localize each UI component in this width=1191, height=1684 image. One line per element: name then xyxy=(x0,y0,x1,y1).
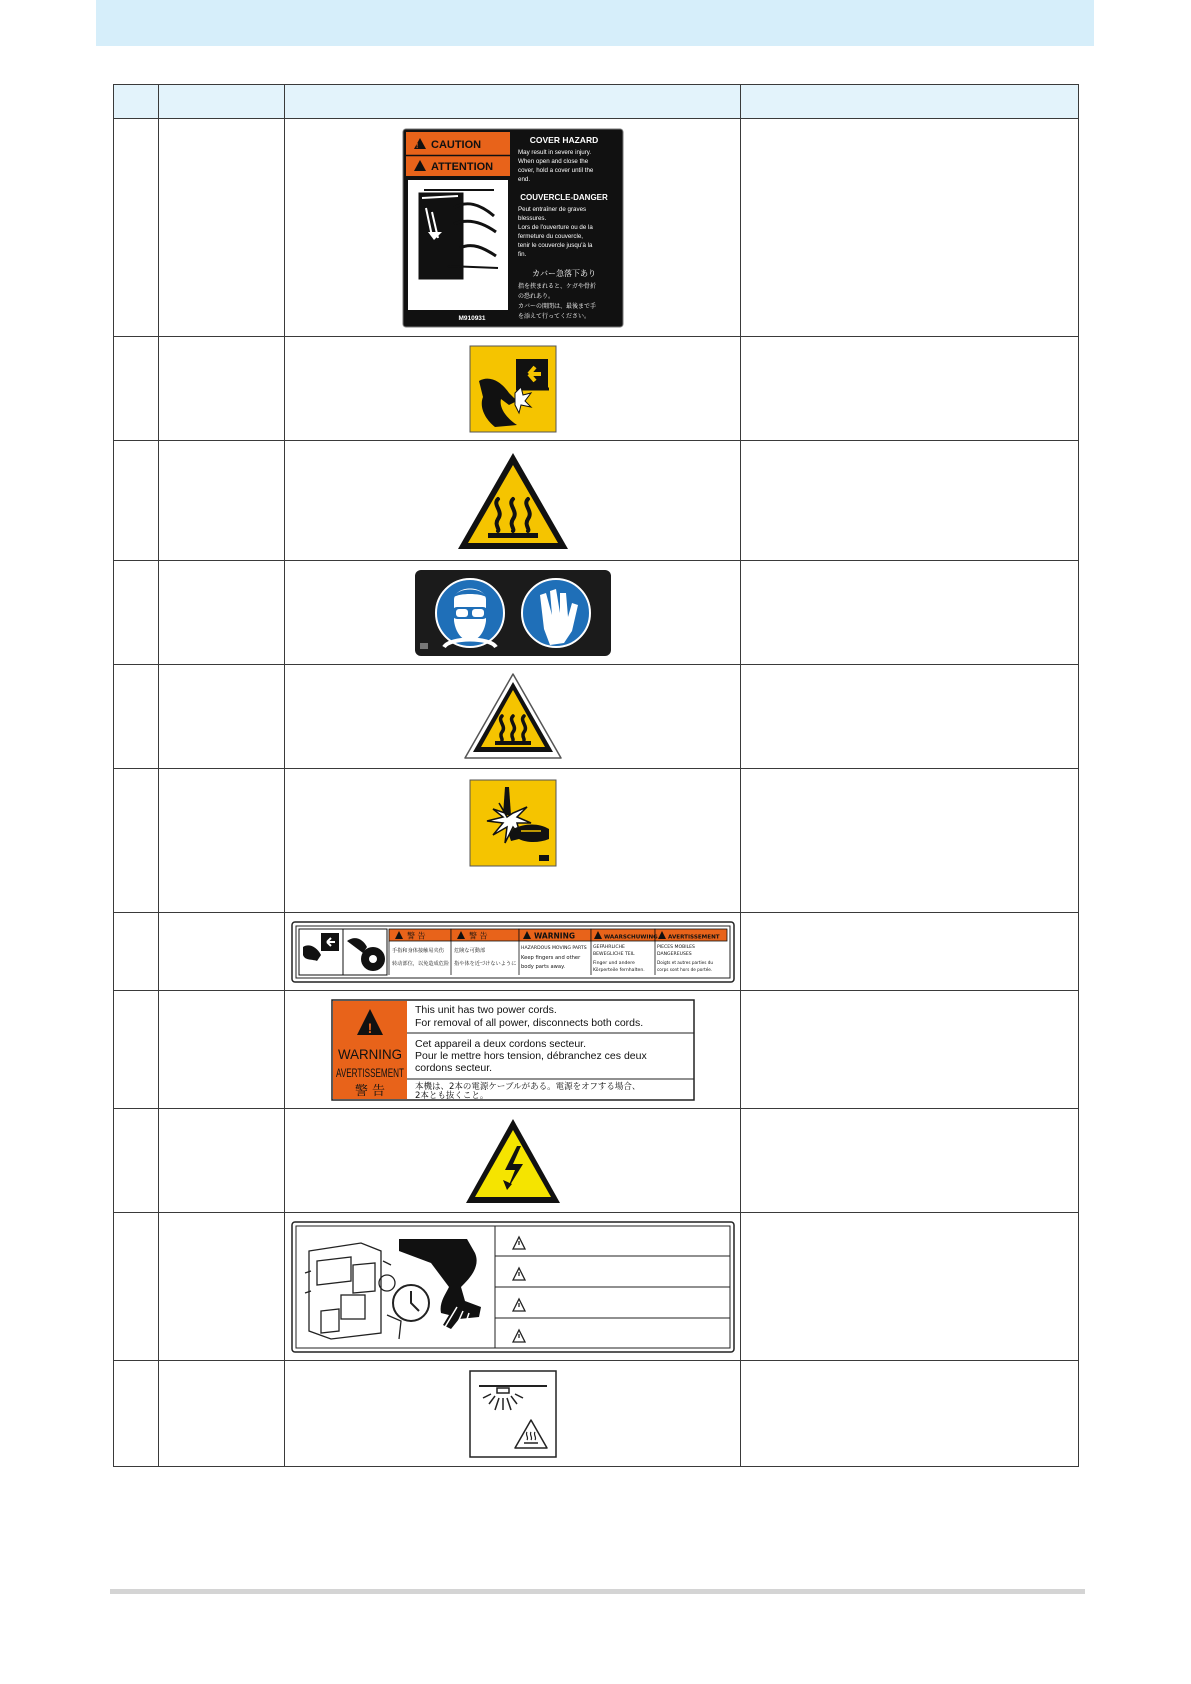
jp-line: 2本とも抜くこと。 xyxy=(414,1090,488,1101)
svg-text:转动部位，以免造成危险: 转动部位，以免造成危险 xyxy=(391,960,449,967)
fr-line: fin. xyxy=(517,250,526,258)
fr-line: Pour le mettre hors tension, débranchez ces deux xyxy=(414,1049,647,1062)
header-band xyxy=(96,0,1094,46)
jp-line: の恐れあり。 xyxy=(517,292,554,300)
table-row xyxy=(114,119,1079,337)
svg-text:警 告: 警 告 xyxy=(406,931,426,940)
fr-line: Lors de l'ouverture ou de la xyxy=(517,223,593,231)
svg-text:Doigts et autres parties du: Doigts et autres parties du xyxy=(656,959,713,965)
mechanism-warning-label xyxy=(291,1221,735,1353)
svg-text:PIECES MOBILES: PIECES MOBILES xyxy=(656,944,695,950)
en-line: cover, hold a cover until the xyxy=(517,166,593,174)
ppe-mandatory-label xyxy=(414,569,612,657)
table-row xyxy=(114,1213,1079,1361)
caution-word: CAUTION xyxy=(430,138,481,151)
moving-parts-label xyxy=(291,921,735,983)
jp-line: 本機は、2本の電源ケーブルがある。電源をオフする場合、 xyxy=(414,1081,640,1092)
svg-text:警 告: 警 告 xyxy=(468,931,488,940)
svg-text:Körperteile fernhalten.: Körperteile fernhalten. xyxy=(592,967,645,973)
fr-line: cordons secteur. xyxy=(414,1061,492,1074)
warning-word: WARNING xyxy=(337,1045,402,1062)
table-row xyxy=(114,1109,1079,1213)
svg-text:HAZARDOUS MOVING PARTS: HAZARDOUS MOVING PARTS xyxy=(520,945,587,951)
svg-text:AVERTISSEMENT: AVERTISSEMENT xyxy=(667,934,720,940)
jp-line: 指を挟まれると、ケガや骨折 xyxy=(517,282,596,290)
cover-hazard-label xyxy=(402,128,624,328)
header-cell-label xyxy=(285,85,741,119)
svg-text:corps sont hors de portée.: corps sont hors de portée. xyxy=(656,966,712,972)
svg-text:指や体を近づけないように: 指や体を近づけないように xyxy=(453,960,516,967)
uv-lamp-icon xyxy=(469,1370,557,1458)
fr-line: Peut entraîner de graves xyxy=(517,205,586,213)
fr-line: blessures. xyxy=(517,214,546,222)
hot-surface-icon xyxy=(463,672,563,762)
svg-text:body parts away.: body parts away. xyxy=(520,963,565,970)
table-row xyxy=(114,665,1079,769)
fr-title: COUVERCLE-DANGER xyxy=(519,192,608,202)
table-row xyxy=(114,769,1079,913)
svg-text:WARNING: WARNING xyxy=(533,931,575,940)
svg-text:GEFÄHRLICHE: GEFÄHRLICHE xyxy=(592,944,625,950)
table-row xyxy=(114,1361,1079,1467)
svg-text:WAARSCHUWING: WAARSCHUWING xyxy=(603,934,658,940)
electric-shock-icon xyxy=(463,1116,563,1206)
en-title: COVER HAZARD xyxy=(529,134,598,145)
svg-text:!: ! xyxy=(415,142,418,150)
en-line: For removal of all power, disconnects both cords. xyxy=(414,1016,643,1029)
jp-title: カバー急落下あり xyxy=(531,268,596,278)
fr-line: tenir le couvercle jusqu'à la xyxy=(517,241,592,249)
avertissement-word: AVERTISSEMENT xyxy=(335,1065,404,1080)
header-cell-description xyxy=(741,85,1079,119)
cutter-hazard-icon xyxy=(469,779,557,867)
svg-text:Finger und andere: Finger und andere xyxy=(592,960,635,966)
table-row xyxy=(114,337,1079,441)
part-number: M910931 xyxy=(457,314,486,322)
en-line: end. xyxy=(517,175,530,183)
svg-text:!: ! xyxy=(367,1019,372,1036)
table-row xyxy=(114,913,1079,991)
svg-text:BEWEGLICHE TEIL: BEWEGLICHE TEIL xyxy=(592,951,635,957)
table-row xyxy=(114,441,1079,561)
en-line: When open and close the xyxy=(517,157,588,165)
table-header-row xyxy=(114,85,1079,119)
en-line: This unit has two power cords. xyxy=(414,1003,557,1016)
table-row xyxy=(114,561,1079,665)
svg-text:DANGEREUSES: DANGEREUSES xyxy=(656,951,692,957)
en-line: May result in severe injury. xyxy=(517,148,591,156)
fr-line: Cet appareil a deux cordons secteur. xyxy=(414,1037,586,1050)
footer-rule xyxy=(110,1589,1085,1594)
jp-line: カバーの開閉は、最後まで手 xyxy=(517,302,596,310)
table-row xyxy=(114,991,1079,1109)
power-cords-label xyxy=(331,999,695,1101)
header-cell-no xyxy=(114,85,159,119)
warning-labels-table xyxy=(113,84,1079,1467)
header-cell-order-no xyxy=(159,85,285,119)
hand-pinch-icon xyxy=(469,345,557,433)
svg-text:Keep fingers and other: Keep fingers and other xyxy=(520,954,580,961)
roller-pinch-icon xyxy=(343,929,387,975)
jp-line: を添えて行ってください。 xyxy=(517,312,590,320)
hand-pinch-icon xyxy=(299,929,343,975)
attention-word: ATTENTION xyxy=(430,160,493,173)
fr-line: fermeture du couvercle, xyxy=(517,232,583,240)
jp-warning-word: 警 告 xyxy=(354,1083,385,1099)
hot-surface-icon xyxy=(454,449,572,553)
svg-text:危険な可動部: 危険な可動部 xyxy=(453,947,485,954)
safety-gloves-icon xyxy=(522,579,590,647)
svg-text:手指和身体接触易夹伤: 手指和身体接触易夹伤 xyxy=(391,947,444,954)
safety-goggles-icon xyxy=(436,579,504,647)
